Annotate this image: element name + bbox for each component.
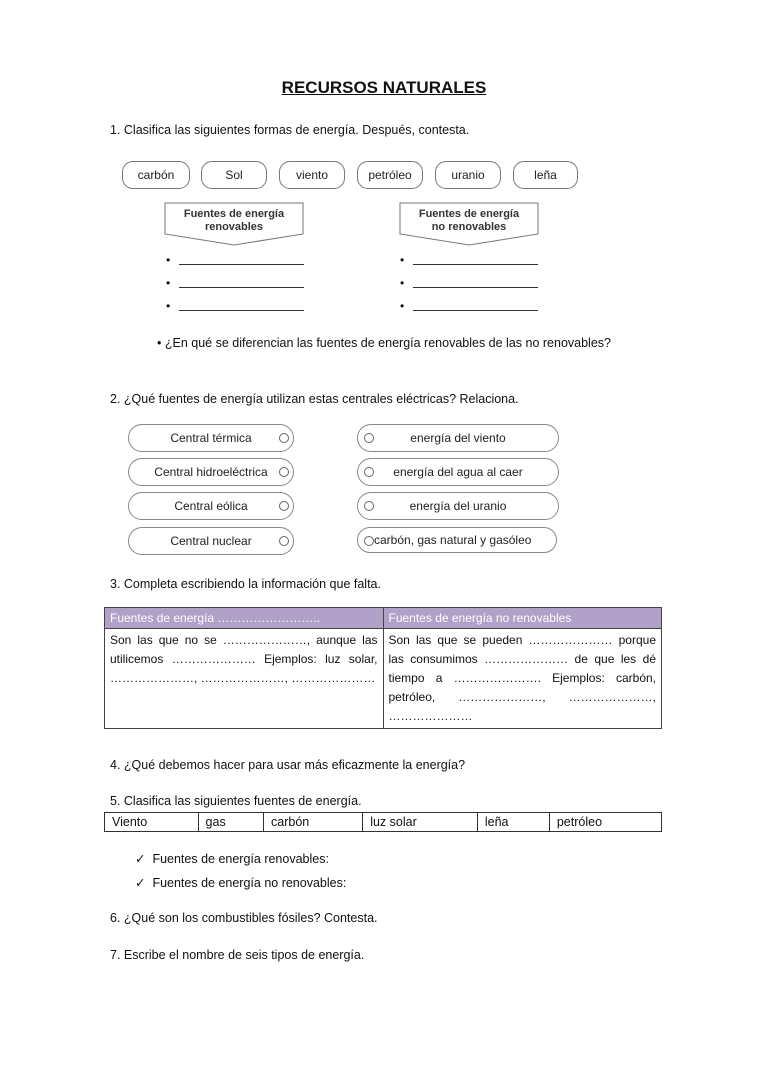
bullet: • <box>400 253 405 267</box>
chip-sol: Sol <box>201 161 267 189</box>
question-2: 2. ¿Qué fuentes de energía utilizan estas centrales eléctricas? Relaciona. <box>110 392 519 406</box>
answer-line[interactable] <box>179 287 304 288</box>
connector-circle[interactable] <box>279 433 289 443</box>
chip-carbon: carbón <box>122 161 190 189</box>
bullet: • <box>166 276 171 290</box>
check-icon: ✓ <box>135 876 146 890</box>
connector-circle[interactable] <box>364 467 374 477</box>
connector-circle[interactable] <box>364 536 374 546</box>
chip-uranio: uranio <box>435 161 501 189</box>
page-title: RECURSOS NATURALES <box>281 78 487 97</box>
answer-line[interactable] <box>413 310 538 311</box>
chip-lena: leña <box>513 161 578 189</box>
check-icon: ✓ <box>135 852 146 866</box>
bullet: • <box>400 299 405 313</box>
bullet: • <box>166 253 171 267</box>
source-cell: luz solar <box>363 813 478 832</box>
header-nonrenewable: Fuentes de energía no renovables <box>383 608 662 629</box>
carbon-gas-gasoleo: carbón, gas natural y gasóleo <box>357 527 557 553</box>
energia-uranio: energía del uranio <box>357 492 559 520</box>
subquestion: • ¿En qué se diferencian las fuentes de energía renovables de las no renovables? <box>157 336 611 350</box>
energy-table <box>104 607 662 729</box>
energia-agua: energía del agua al caer <box>357 458 559 486</box>
question-3: 3. Completa escribiendo la información que falta. <box>110 577 381 591</box>
checklist-renewable: ✓ Fuentes de energía renovables: <box>135 852 329 866</box>
renewable-banner: Fuentes de energía renovables <box>164 202 304 246</box>
bullet: • <box>166 299 171 313</box>
question-6: 6. ¿Qué son los combustibles fósiles? Contesta. <box>110 911 378 925</box>
header-renewable: Fuentes de energía …………………….. <box>105 608 384 629</box>
chip-petroleo: petróleo <box>357 161 423 189</box>
source-cell: Viento <box>105 813 199 832</box>
sources-table <box>104 812 662 832</box>
bullet: • <box>400 276 405 290</box>
connector-circle[interactable] <box>364 501 374 511</box>
connector-circle[interactable] <box>279 501 289 511</box>
energia-viento: energía del viento <box>357 424 559 452</box>
connector-circle[interactable] <box>279 536 289 546</box>
question-1: 1. Clasifica las siguientes formas de energía. Después, contesta. <box>110 123 470 137</box>
chip-viento: viento <box>279 161 345 189</box>
source-cell: petróleo <box>549 813 661 832</box>
source-cell: carbón <box>264 813 363 832</box>
connector-circle[interactable] <box>279 467 289 477</box>
central-termica: Central térmica <box>128 424 294 452</box>
connector-circle[interactable] <box>364 433 374 443</box>
central-nuclear: Central nuclear <box>128 527 294 555</box>
nonrenewable-banner: Fuentes de energía no renovables <box>399 202 539 246</box>
checklist-nonrenewable: ✓ Fuentes de energía no renovables: <box>135 876 347 890</box>
cell-nonrenewable[interactable]: Son las que se pueden ………………… porque las consumimos ………………… de que les dé tiempo a …………………. Ejemplos: carbón, petróleo, …………………, …………………, ………………… <box>383 629 662 729</box>
answer-line[interactable] <box>413 287 538 288</box>
source-cell: leña <box>477 813 549 832</box>
source-cell: gas <box>198 813 263 832</box>
central-hidroelectrica: Central hidroeléctrica <box>128 458 294 486</box>
question-4: 4. ¿Qué debemos hacer para usar más eficazmente la energía? <box>110 758 466 772</box>
answer-line[interactable] <box>179 264 304 265</box>
answer-line[interactable] <box>179 310 304 311</box>
question-5: 5. Clasifica las siguientes fuentes de energía. <box>110 794 362 808</box>
central-eolica: Central eólica <box>128 492 294 520</box>
question-7: 7. Escribe el nombre de seis tipos de energía. <box>110 948 365 962</box>
answer-line[interactable] <box>413 264 538 265</box>
cell-renewable[interactable]: Son las que no se …………………, aunque las utilicemos ………………… Ejemplos: luz solar, …………………, …………………, ………………… <box>105 629 384 729</box>
